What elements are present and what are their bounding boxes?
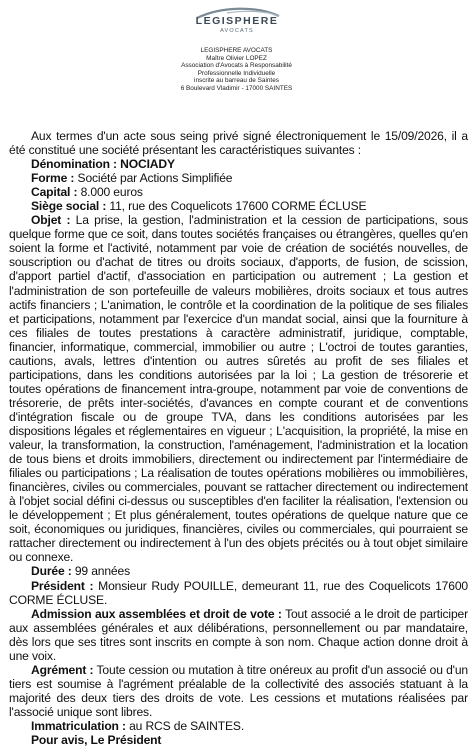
agrement-paragraph xyxy=(9,663,468,719)
signature: Pour avis, Le Président xyxy=(31,733,162,747)
header xyxy=(0,4,473,93)
address-line: Professionnelle Individuelle xyxy=(197,69,276,77)
duree-value: 99 années xyxy=(74,564,130,579)
president-paragraph xyxy=(9,579,468,607)
forme-line xyxy=(9,171,468,185)
forme-value: Société par Actions Simplifiée xyxy=(77,171,233,186)
denomination-value: NOCIADY xyxy=(120,157,175,172)
duree-label: Durée : xyxy=(31,564,72,579)
address-line: Maître Olivier LOPEZ xyxy=(206,54,267,62)
president-label: Président : xyxy=(31,578,94,593)
admission-label: Admission aux assemblées et droit de vote : xyxy=(31,606,282,621)
siege-line xyxy=(9,199,468,213)
objet-paragraph xyxy=(9,213,468,564)
address-line: inscrite au barreau de Saintes xyxy=(194,77,279,85)
duree-line xyxy=(9,564,468,578)
immatriculation-line xyxy=(9,719,468,733)
siege-value: 11, rue des Coquelicots 17600 CORME ÉCLUSE xyxy=(109,199,367,214)
capital-line xyxy=(9,185,468,199)
agrement-label: Agrément : xyxy=(31,662,94,677)
signature-line xyxy=(9,733,468,747)
immatriculation-value: au RCS de SAINTES. xyxy=(129,718,245,733)
denomination-label: Dénomination : xyxy=(31,157,117,172)
objet-value: La prise, la gestion, l'administration et la cession de participations, sous quelque forme que ce soit, dans toutes sociétés françaises ou étrangères, quelles qu'en soient la forme et l'activité, notamment par voie de création de sociétés nouvelles, de souscription ou d'achat de titres ou droits sociaux, d'apports, de fusion, de scission, d'apport partiel d'actif, d'association en participation ou autrement ; La gestion et l'administration de son portefeuille de valeurs mobilières, droits sociaux et tous autres actifs financiers ; L'animation, le contrôle et la coordination de la politique de ses filiales et participations, notamment par l'exercice d'un mandat social, ainsi que la fourniture à ces filiales de toutes prestations à caractère administratif, juridique, comptable, financier, informatique, commercial, immobilier ou autre ; L'octroi de toutes garanties, cautions, avals, lettres d'intention ou autres sûretés au profit de ses filiales et participations, dans les conditions autorisées par la loi ; La gestion de trésorerie et toutes opérations de financement intra-groupe, notamment par voie de conventions de trésorerie, de prêts inter-sociétés, d'avances en compte courant et de conventions d'intégration fiscale ou de groupe TVA, dans les conditions autorisées par les dispositions légales et réglementaires en vigueur ; L'acquisition, la propriété, la mise en valeur, la transformation, la construction, l'aménagement, l'administration et la location de tous biens et droits immobiliers, directement ou indirectement par l'intermédiaire de filiales ou participations ; La réalisation de toutes opérations mobilières ou immobilières, financières, civiles ou commerciales, pouvant se rattacher directement ou indirectement à l'objet social défini ci-dessus ou susceptibles d'en faciliter la réalisation, l'extension ou le développement ; Et plus généralement, toutes opérations de quelque nature que ce soit, économiques ou juridiques, financières, civiles ou commerciales, qui pourraient se rattacher directement ou indirectement à l'un des objets précités ou à tout objet similaire ou connexe. xyxy=(9,213,468,565)
admission-value: Tout associé a le droit de participer aux assemblées générales et aux délibérations, personnellement ou par mandataire, dès lors que ses titres sont inscrits en compte à son nom. Chaque action donne droit à une voix. xyxy=(9,606,468,663)
address-line: Association d'Avocats à Responsabilité xyxy=(181,62,292,70)
intro-paragraph: Aux termes d'un acte sous seing privé signé électroniquement le 15/09/2026, il a été constitué une société présentant les caractéristiques suivantes : xyxy=(9,129,468,158)
president-value: Monsieur Rudy POUILLE, demeurant 11, rue des Coquelicots 17600 CORME ÉCLUSE. xyxy=(9,578,468,607)
firm-address xyxy=(0,47,473,93)
logo-text: LEGISPHERE xyxy=(195,15,278,27)
address-line: LEGISPHERE AVOCATS xyxy=(200,47,273,54)
logo xyxy=(167,4,307,40)
logo-swoosh-icon xyxy=(167,4,307,40)
capital-label: Capital : xyxy=(31,185,78,200)
logo-subtext: AVOCATS xyxy=(219,28,254,34)
forme-label: Forme : xyxy=(31,171,75,186)
immatriculation-label: Immatriculation : xyxy=(31,718,126,733)
siege-label: Siège social : xyxy=(31,199,107,214)
capital-value: 8.000 euros xyxy=(80,185,143,200)
address-line: 6 Boulevard Vladimir - 17000 SAINTES xyxy=(180,84,293,92)
legal-notice xyxy=(9,129,468,747)
denomination-line xyxy=(9,157,468,171)
admission-paragraph xyxy=(9,607,468,663)
agrement-value: Toute cession ou mutation à titre onéreux au profit d'un associé ou d'un tiers est soumise à l'agrément préalable de la collectivité des associés statuant à la majorité des deux tiers des droits de vote. Les cessions et mutations réalisées par l'associé unique sont libres. xyxy=(9,662,468,719)
objet-label: Objet : xyxy=(31,213,71,228)
